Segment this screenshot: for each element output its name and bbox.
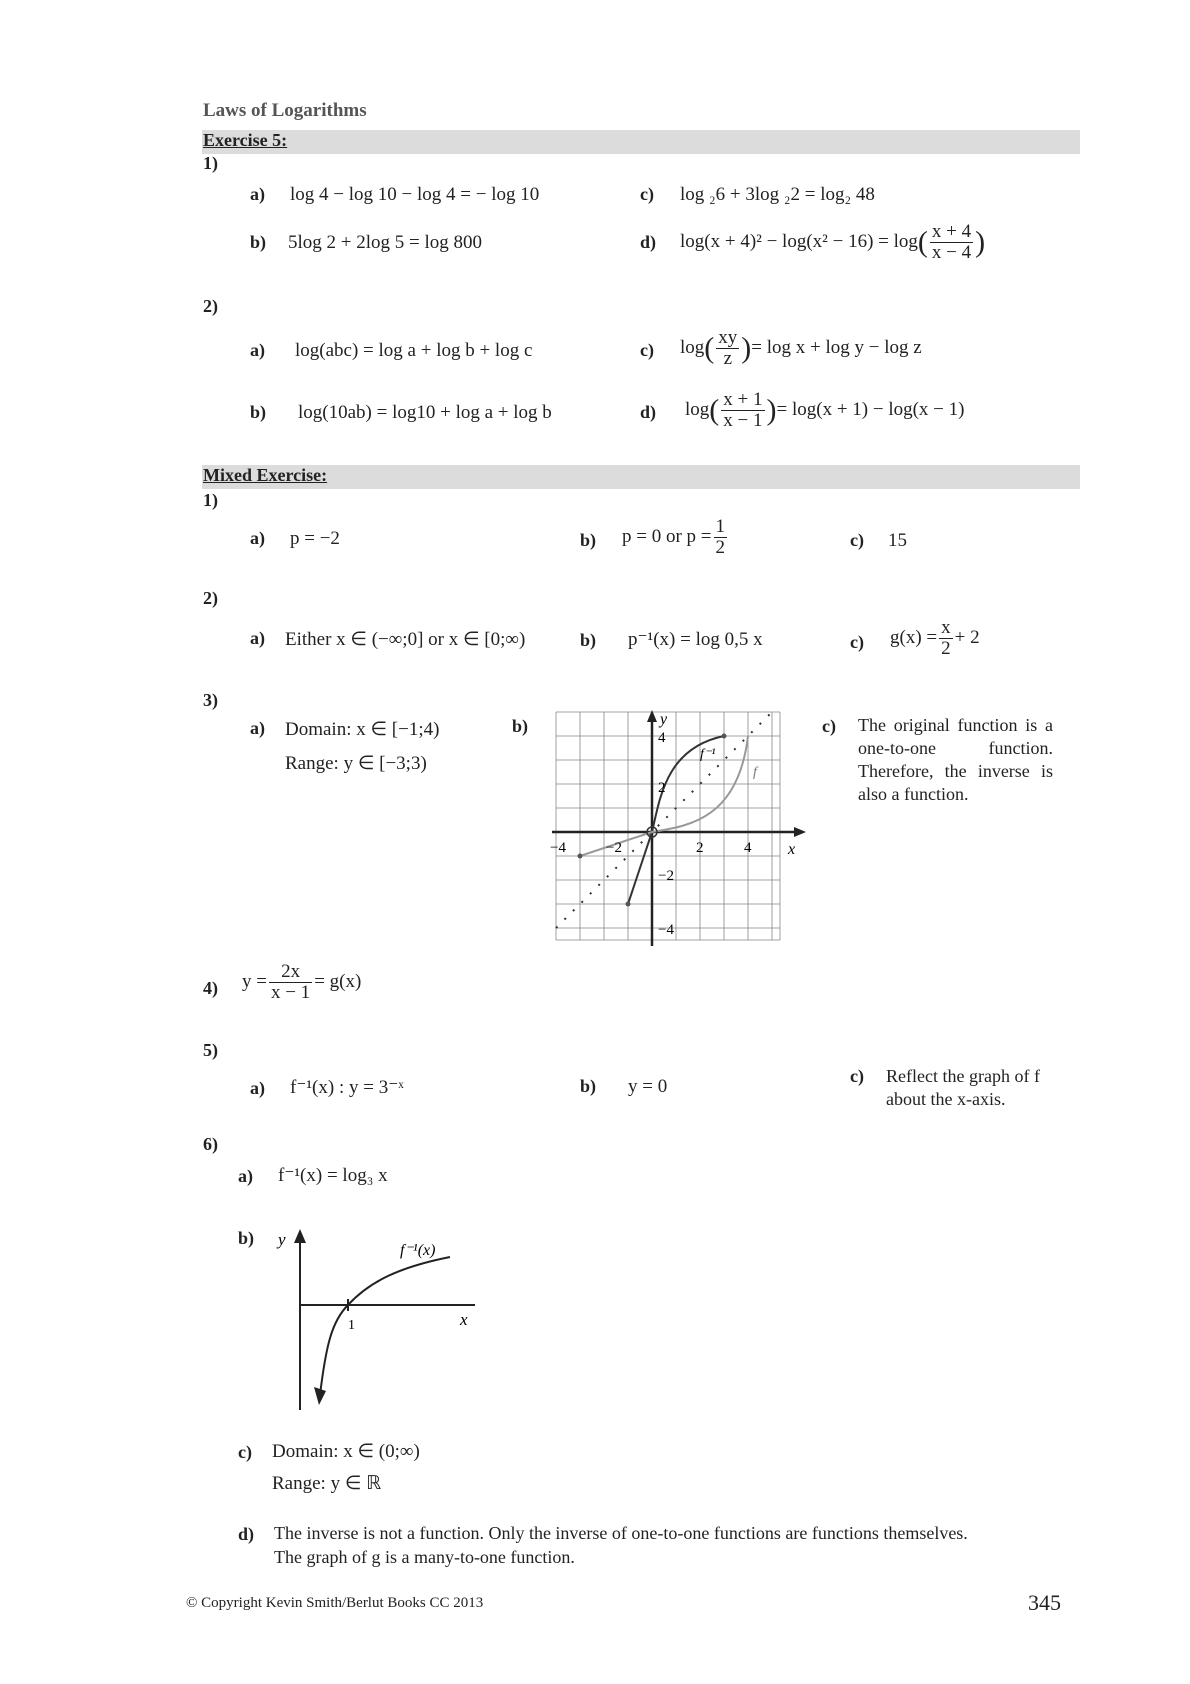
mx-q4-number: 4) — [203, 978, 218, 998]
mx-q6b-graph — [270, 1225, 490, 1415]
mx-q5b-expr: y = 0 — [628, 1076, 668, 1097]
inverse-endpoint — [626, 902, 631, 907]
ex5-q2d-expr: log( $\frac{x + 1}{x - 1}$ )= log(x + 1) − log(x − 1) — [685, 389, 965, 431]
mx-q5-number: 5) — [203, 1040, 218, 1060]
mx-q3a-range: Range: y ∈ [−3;3) — [285, 753, 427, 774]
tick-x4: 4 — [744, 840, 752, 856]
inverse-endpoint-open — [722, 734, 727, 739]
mx-q5c-text: Reflect the graph of f about the x-axis. — [886, 1066, 1040, 1109]
mx-q1a-expr: p = −2 — [290, 528, 340, 549]
ex5-q1b-expr: 5log 2 + 2log 5 = log 800 — [288, 232, 483, 253]
mx-q2c-fraction — [939, 618, 953, 659]
ex5-q2c-expr: log( $\frac{xy}{z}$ )= log x + log y − log z — [680, 327, 922, 369]
ex5-q1a-label: a) — [250, 184, 265, 204]
mx-q3a-label: a) — [250, 718, 265, 738]
graph6-y-label: y — [278, 1230, 286, 1249]
mx-q5a-label: a) — [250, 1078, 265, 1098]
mx-q1a-label: a) — [250, 528, 265, 548]
tick-x2: 2 — [696, 840, 704, 856]
ex5-q1d-lhs: log(x + 4)² − log(x² − 16) = log — [680, 230, 918, 252]
x-axis-arrow-icon — [794, 827, 806, 837]
curve-arrow-icon — [314, 1387, 326, 1405]
tick-yneg4: −4 — [658, 922, 674, 938]
ex5-q2c-log: log — [680, 336, 705, 358]
mx-q2a-label: a) — [250, 628, 265, 648]
ex5-q2c-denominator: z — [723, 348, 732, 369]
mx-q2c-denominator: 2 — [941, 638, 951, 659]
ex5-q1d-label: d) — [640, 232, 657, 252]
mx-q6c-label: c) — [238, 1442, 252, 1462]
mixed-heading: Mixed Exercise: — [203, 465, 328, 485]
f-curve — [580, 736, 748, 856]
ex5-q2c-numerator: xy — [718, 327, 738, 348]
mx-q3b-label: b) — [512, 716, 529, 736]
mx-q6b-label: b) — [238, 1228, 255, 1248]
mx-q6a-label: a) — [238, 1166, 253, 1186]
page-title: Laws of Logarithms — [203, 100, 367, 121]
mx-q4-denominator: x − 1 — [270, 982, 311, 1003]
graph-y-label: y — [660, 711, 668, 728]
y-axis-arrow-icon — [294, 1229, 306, 1243]
mx-q1b-pre: p = 0 or p = — [622, 525, 712, 547]
mx-q6-number: 6) — [203, 1134, 218, 1154]
tick-xneg2: −2 — [606, 840, 622, 856]
tick-y2: 2 — [658, 780, 666, 796]
mx-q1b-denominator: 2 — [715, 537, 726, 558]
ex5-q2c-rhs: = log x + log y − log z — [751, 336, 922, 358]
mx-q6d-line2: The graph of g is a many-to-one function. — [274, 1547, 575, 1567]
ex5-q2c-label: c) — [640, 340, 654, 360]
mx-q6d-label: d) — [238, 1524, 255, 1544]
tick-y4: 4 — [658, 730, 666, 746]
section-bar-mixed — [202, 465, 1080, 489]
mx-q6d-line1: The inverse is not a function. Only the inverse of one-to-one functions are functions themselves. — [274, 1523, 968, 1543]
ex5-q2d-fraction — [721, 390, 764, 431]
inverse-curve-label: f⁻¹ — [700, 747, 716, 762]
ex5-q1d-denominator: x − 4 — [931, 242, 972, 263]
tick-yneg2: −2 — [658, 868, 674, 884]
footer-copyright: © Copyright Kevin Smith/Berlut Books CC 2013 — [186, 1595, 484, 1611]
ex5-q2d-rhs: = log(x + 1) − log(x − 1) — [776, 398, 965, 420]
ex5-q1-number: 1) — [203, 153, 218, 173]
ex5-q1a-expr: log 4 − log 10 − log 4 = − log 10 — [290, 184, 540, 205]
mx-q1b-fraction — [714, 517, 728, 558]
mx-q4-expr — [242, 962, 361, 1003]
ex5-q2d-numerator: x + 1 — [723, 389, 763, 410]
mx-q6a-expr: f⁻¹(x) = log₃ x — [278, 1165, 388, 1186]
ex5-q2a-label: a) — [250, 340, 265, 360]
section-bar-exercise5 — [202, 130, 1080, 154]
mx-q6c-range: Range: y ∈ ℝ — [272, 1473, 382, 1494]
ex5-q2a-expr: log(abc) = log a + log b + log c — [295, 340, 533, 361]
ex5-q2b-expr: log(10ab) = log10 + log a + log b — [298, 402, 552, 423]
mx-q2c-pre: g(x) = — [890, 626, 938, 648]
ex5-q2c-fraction — [716, 328, 739, 369]
mx-q2c-post: + 2 — [954, 626, 980, 648]
mx-q2b-expr: p⁻¹(x) = log 0,5 x — [628, 629, 763, 650]
mx-q3-number: 3) — [203, 690, 218, 710]
mx-q1c-label: c) — [850, 530, 864, 550]
mx-q2b-label: b) — [580, 630, 597, 650]
mx-q3c-text: The original function is a one-to-one function. Therefore, the inverse is also a function. — [858, 715, 1053, 804]
page-number: 345 — [1028, 1590, 1061, 1615]
exercise5-heading: Exercise 5: — [203, 130, 288, 150]
mx-q2c-expr — [890, 618, 980, 659]
f-endpoint — [578, 854, 583, 859]
mx-q5c-label: c) — [850, 1066, 864, 1086]
ex5-q1c-expr: log ₂6 + 3log ₂2 = log₂ 48 — [680, 184, 875, 205]
mx-q1b-label: b) — [580, 530, 597, 550]
mx-q2c-numerator: x — [941, 617, 951, 638]
ex5-q2b-label: b) — [250, 402, 267, 422]
mx-q1b-expr — [622, 517, 729, 558]
log-curve — [320, 1257, 450, 1395]
graph6-tick-1: 1 — [348, 1318, 355, 1333]
ex5-q1d-expr: log(x + 4)² − log(x² − 16) = log( $\frac{x + 4}{x - 4}$ ) — [680, 221, 986, 263]
f-curve-label: f — [753, 765, 757, 780]
mx-q3a-domain: Domain: x ∈ [−1;4) — [285, 719, 440, 740]
mx-q1-number: 1) — [203, 490, 218, 510]
ex5-q2-number: 2) — [203, 296, 218, 316]
ex5-q1c-label: c) — [640, 184, 654, 204]
graph6-x-label: x — [460, 1310, 468, 1329]
mx-q1c-expr: 15 — [888, 530, 907, 551]
ex5-q2d-denominator: x − 1 — [723, 410, 763, 431]
mx-q4-numerator: 2x — [269, 962, 312, 983]
mx-q3c-label: c) — [822, 716, 836, 736]
mx-q1b-numerator: 1 — [715, 516, 726, 537]
mx-q5b-label: b) — [580, 1076, 597, 1096]
ex5-q1d-numerator: x + 4 — [931, 221, 972, 242]
ex5-q2d-log: log — [685, 398, 710, 420]
ex5-q1d-fraction — [930, 222, 973, 263]
mx-q5a-expr: f⁻¹(x) : y = 3⁻ˣ — [290, 1077, 404, 1098]
ex5-q1b-label: b) — [250, 232, 267, 252]
mx-q4-pre: y = — [242, 970, 267, 992]
graph6-curve-label: f⁻¹(x) — [400, 1242, 436, 1259]
graph-x-label: x — [788, 841, 796, 858]
mx-q2a-expr: Either x ∈ (−∞;0] or x ∈ [0;∞) — [285, 629, 526, 650]
mx-q4-post: = g(x) — [314, 970, 362, 992]
mx-q3b-graph — [548, 708, 818, 948]
mx-q6c-domain: Domain: x ∈ (0;∞) — [272, 1441, 420, 1462]
mx-q4-fraction — [269, 962, 312, 1003]
mx-q2c-label: c) — [850, 632, 864, 652]
tick-xneg4: −4 — [550, 840, 566, 856]
mx-q2-number: 2) — [203, 588, 218, 608]
ex5-q2d-label: d) — [640, 402, 657, 422]
